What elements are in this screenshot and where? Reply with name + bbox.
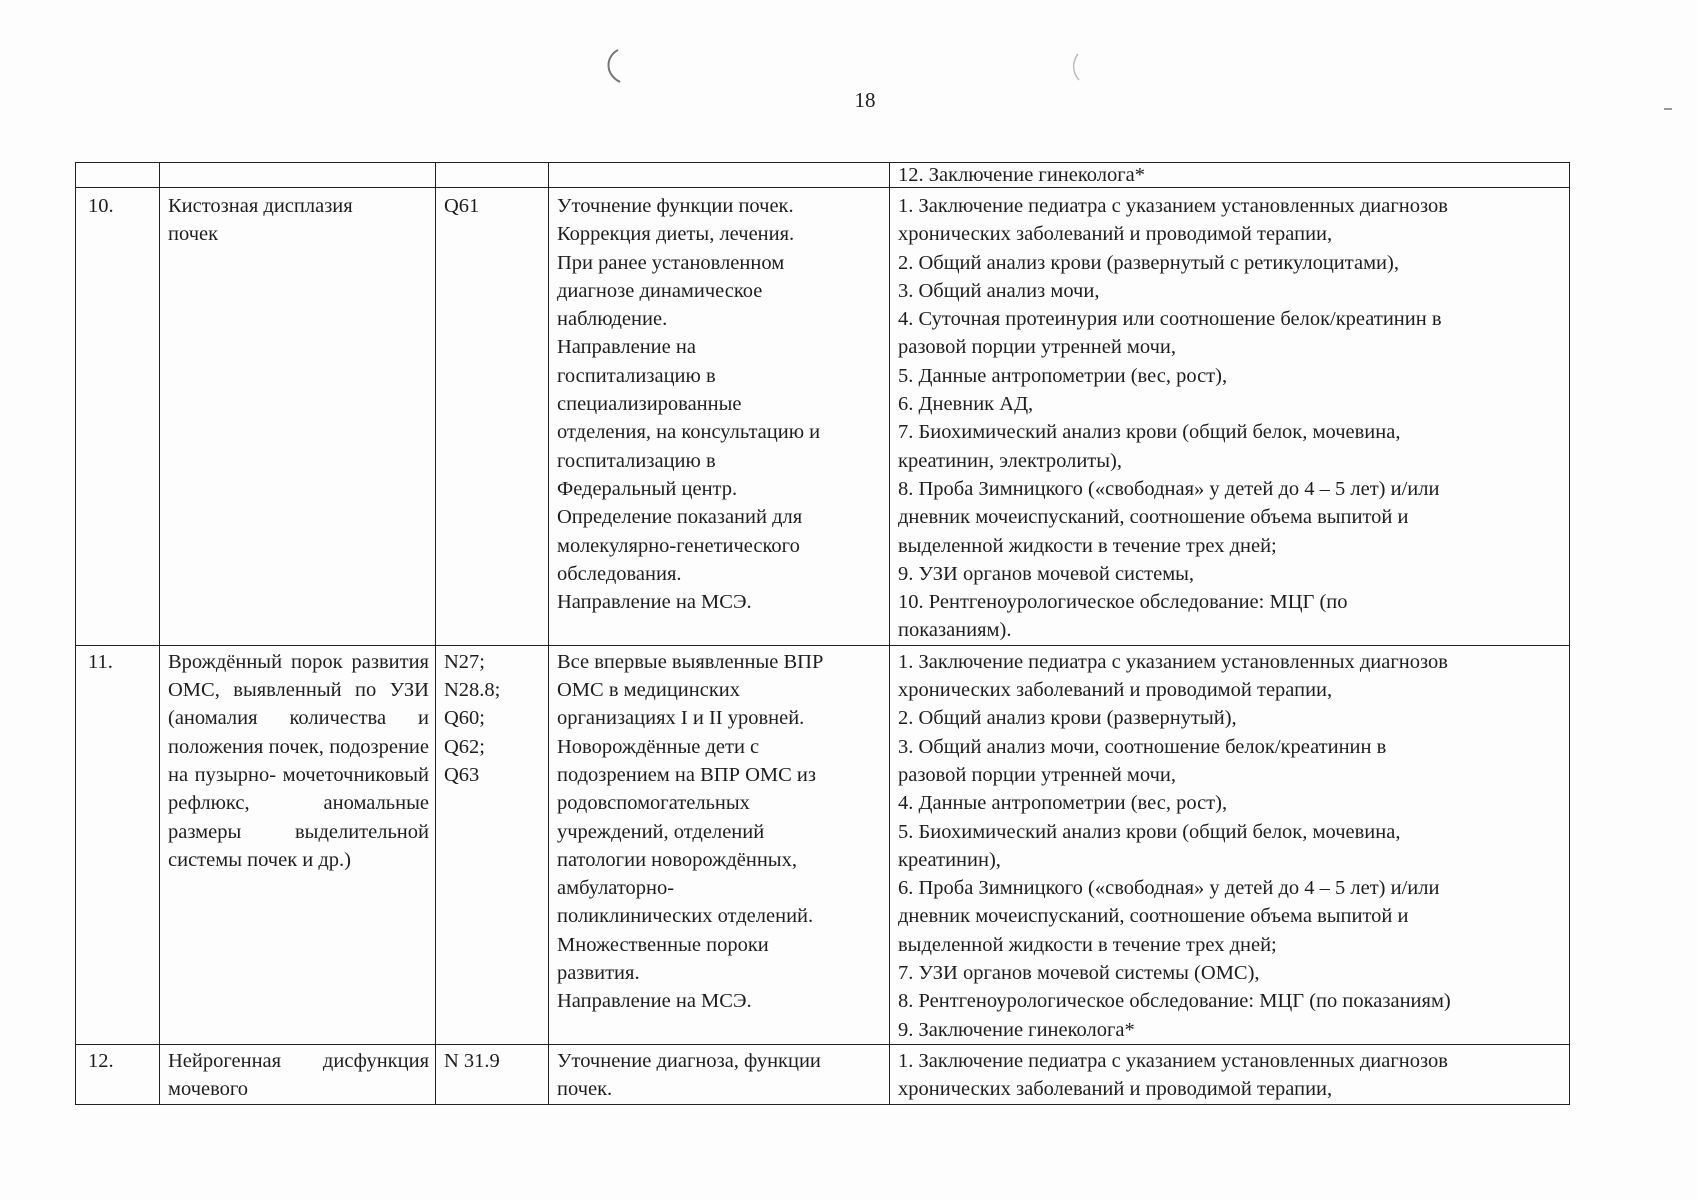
cell-exams: 1. Заключение педиатра с указанием установленных диагнозов хронических заболеваний и проводимой терапии, 2. Общий анализ крови (развернутый), 3. Общий анализ мочи, соотношение белок/креатинин в разовой порции утренней мочи, 4. Данные антропометрии (вес, рост), 5. Биохимический анализ крови (общий белок, мочевина, креатинин), 6. Проба Зимницкого («свободная» у детей до 4 – 5 лет) и/или дневник мочеиспусканий, соотношение объема выпитой и выделенной жидкости в течение трех дней; 7. УЗИ органов мочевой системы (ОМС), 8. Рентгеноурологическое обследование: МЦГ (по показаниям) 9. Заключение гинеколога* [890, 645, 1570, 1044]
cell-exams: 1. Заключение педиатра с указанием установленных диагнозов хронических заболеваний и проводимой терапии, 2. Общий анализ крови (развернутый с ретикулоцитами), 3. Общий анализ мочи, 4. Суточная протеинурия или соотношение белок/креатинин в разовой порции утренней мочи, 5. Данные антропометрии (вес, рост), 6. Дневник АД, 7. Биохимический анализ крови (общий белок, мочевина, креатинин, электролиты), 8. Проба Зимницкого («свободная» у детей до 4 – 5 лет) и/или дневник мочеиспусканий, соотношение объема выпитой и выделенной жидкости в течение трех дней; 9. УЗИ органов мочевой системы, 10. Рентгеноурологическое обследование: МЦГ (по показаниям). [890, 188, 1570, 646]
scan-mark-right [1068, 52, 1082, 82]
cell-number: 11. [76, 645, 160, 1044]
cell-number [76, 163, 160, 188]
scan-mark-left [600, 48, 624, 84]
table-row [76, 188, 1570, 646]
cell-diagnosis [160, 163, 436, 188]
cell-actions: Уточнение диагноза, функции почек. [549, 1044, 890, 1104]
scan-dash [1664, 108, 1672, 110]
cell-diagnosis: Нейрогенная дисфункция мочевого [160, 1044, 436, 1104]
cell-codes: Q61 [436, 188, 549, 646]
page-number: 18 [854, 88, 876, 112]
cell-codes: N27; N28.8; Q60; Q62; Q63 [436, 645, 549, 1044]
diagnosis-table [75, 162, 1570, 1105]
cell-exams: 12. Заключение гинеколога* [890, 163, 1570, 188]
cell-exams: 1. Заключение педиатра с указанием установленных диагнозов хронических заболеваний и проводимой терапии, [890, 1044, 1570, 1104]
cell-number: 12. [76, 1044, 160, 1104]
cell-actions [549, 163, 890, 188]
table-row [76, 645, 1570, 1044]
cell-codes [436, 163, 549, 188]
cell-number: 10. [76, 188, 160, 646]
table-row-continuation [76, 163, 1570, 188]
cell-actions: Уточнение функции почек. Коррекция диеты, лечения. При ранее установленном диагнозе динамическое наблюдение. Направление на госпитализацию в специализированные отделения, на консультацию и госпитализацию в Федеральный центр. Определение показаний для молекулярно-генетического обследования. Направление на МСЭ. [549, 188, 890, 646]
cell-diagnosis: Врождённый порок развития ОМС, выявленный по УЗИ (аномалия количества и положения почек, подозрение на пузырно- мочеточниковый рефлюкс, аномальные размеры выделительной системы почек и др.) [160, 645, 436, 1044]
cell-diagnosis: Кистозная дисплазия почек [160, 188, 436, 646]
cell-codes: N 31.9 [436, 1044, 549, 1104]
cell-actions: Все впервые выявленные ВПР ОМС в медицинских организациях I и II уровней. Новорождённые дети с подозрением на ВПР ОМС из родовспомогательных учреждений, отделений патологии новорождённых, амбулаторно- поликлинических отделений. Множественные пороки развития. Направление на МСЭ. [549, 645, 890, 1044]
table-row [76, 1044, 1570, 1104]
